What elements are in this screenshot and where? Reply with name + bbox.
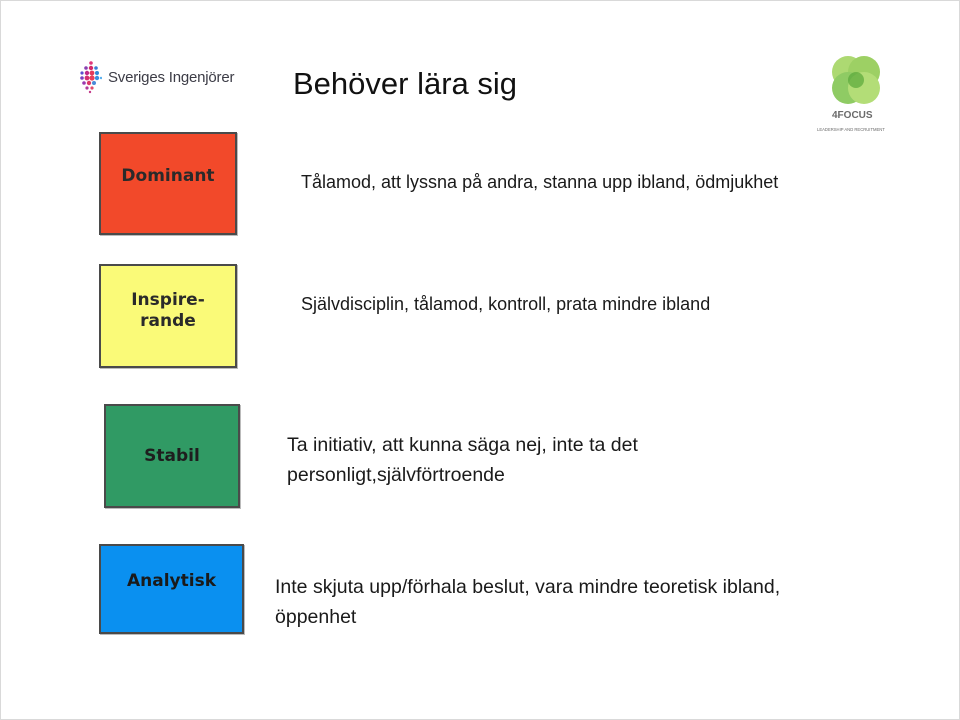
- box-label-line1: Inspire-: [131, 290, 205, 310]
- partner-logo-tagline: LEADERSHIP AND RECRUITMENT: [817, 127, 885, 132]
- description-line1: Inte skjuta upp/förhala beslut, vara mindre teoretisk ibland,: [275, 576, 781, 598]
- org-logo-text: Sveriges Ingenjörer: [108, 68, 235, 86]
- analytisk-box: [99, 544, 244, 634]
- sveriges-ingenjorer-logo: [80, 58, 234, 96]
- analytisk-description: [275, 572, 915, 632]
- dot-grid-icon: [80, 60, 102, 94]
- box-label: Stabil: [144, 445, 200, 466]
- page-title: Behöver lära sig: [293, 66, 518, 101]
- box-label: Dominant: [121, 166, 215, 186]
- inspirerande-description: Självdisciplin, tålamod, kontroll, prata mindre ibland: [301, 294, 711, 314]
- dominant-box: [99, 132, 237, 235]
- stabil-description: [287, 430, 807, 490]
- dominant-description: Tålamod, att lyssna på andra, stanna upp ibland, ödmjukhet: [301, 172, 779, 192]
- inspirerande-box: [99, 264, 237, 368]
- 4focus-logo: [812, 50, 898, 146]
- partner-logo-name: 4FOCUS: [832, 110, 873, 121]
- box-label: Analytisk: [126, 571, 217, 591]
- description-line1: Ta initiativ, att kunna säga nej, inte ta det: [287, 434, 638, 456]
- box-label-line2: rande: [140, 311, 196, 331]
- stabil-box: [104, 404, 240, 508]
- description-line2: personligt,självförtroende: [287, 464, 505, 486]
- description-line2: öppenhet: [275, 606, 357, 628]
